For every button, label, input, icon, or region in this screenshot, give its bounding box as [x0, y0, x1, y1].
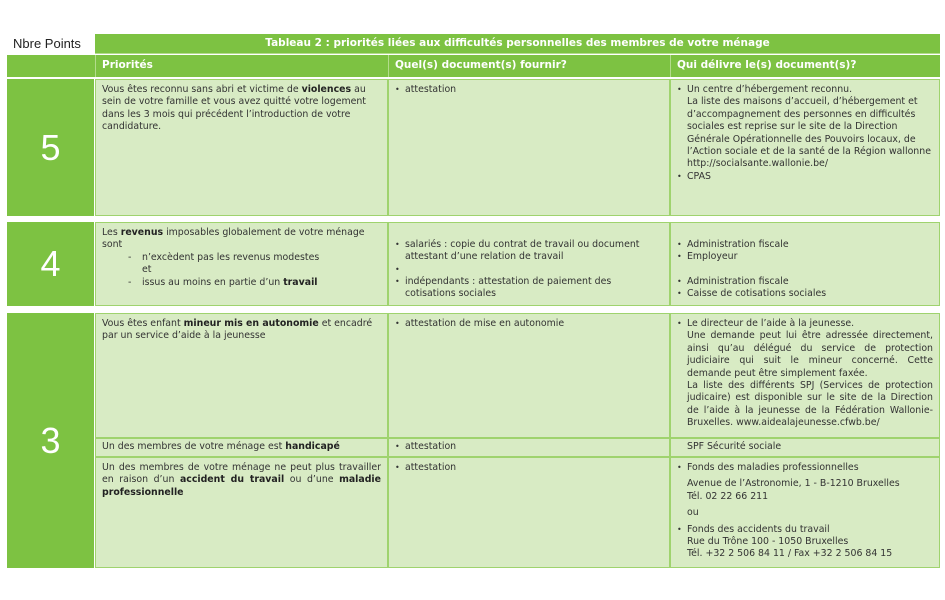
issuers-cell [670, 79, 940, 216]
priority-cell: Vous êtes reconnu sans abri et victime de violences au sein de votre famille et vous avez quitté votre logement dans les 3 mois qui précédent l’introduction de votre candidature. [95, 79, 388, 216]
issuers-cell [670, 457, 940, 568]
issuer-item: • Un centre d’hébergement reconnu. La liste des maisons d’accueil, d’hébergement et d’accompagnement des personnes en difficultés sociales est reprise sur le site de la Direction Générale Opérationnelle des Pouvoirs locaux, de l’Action sociale et de la santé de la Région wallonne http://socialsante.wallonie.be/ [677, 84, 933, 171]
documents-cell [388, 438, 670, 457]
documents-cell [388, 313, 670, 438]
documents-cell [388, 222, 670, 306]
issuers-cell [670, 313, 940, 438]
document-item: • attestation [395, 84, 663, 96]
priority-cell: Un des membres de votre ménage est handicapé [95, 438, 388, 457]
issuer-item: • Caisse de cotisations sociales [677, 288, 933, 300]
issuer-item: • Fonds des maladies professionnelles Avenue de l’Astronomie, 1 - B-1210 Bruxelles Tél. 02 22 66 211 ou [677, 462, 933, 520]
documents-cell [388, 79, 670, 216]
document-item: • attestation [395, 462, 663, 474]
issuer-item: • Administration fiscale [677, 239, 933, 251]
column-header-priorities: Priorités [95, 55, 388, 77]
column-header-documents: Quel(s) document(s) fournir? [388, 55, 670, 77]
points-badge-4: 4 [7, 222, 94, 306]
priority-cell: Un des membres de votre ménage ne peut plus travailler en raison d’un accident du travail ou d’une maladie professionnelle [95, 457, 388, 568]
points-column-label: Nbre Points [13, 36, 81, 51]
issuer-item: • Le directeur de l’aide à la jeunesse. Une demande peut lui être adressée directement, ainsi qu’au délégué du service de protection judiciaire qui suit le mineur concerné. Cette demande peut être simplement faxée. La liste des différents SPJ (Services de protection judicaire) est disponible sur le site de la Direction de l’aide à la jeunesse de la Fédération Wallonie-Bruxelles. www.aidealajeunesse.cfwb.be/ [677, 318, 933, 430]
priority-cell: Les revenus imposables globalement de votre ménage sont - n’excèdent pas les revenus modestes et - issus au moins en partie d’un travail [95, 222, 388, 306]
documents-cell [388, 457, 670, 568]
document-item: • salariés : copie du contrat de travail ou document attestant d’une relation de travail [395, 239, 663, 264]
issuers-cell [670, 438, 940, 457]
document-item: • attestation de mise en autonomie [395, 318, 663, 330]
issuer-url: http://socialsante.wallonie.be/ [687, 158, 828, 170]
column-header-issuers: Qui délivre le(s) document(s)? [670, 55, 940, 77]
header-blank-cell [7, 55, 95, 77]
issuer-item: • Employeur [677, 251, 933, 263]
points-badge-3: 3 [7, 313, 94, 568]
issuer-item: SPF Sécurité sociale [687, 441, 782, 452]
points-badge-5: 5 [7, 79, 94, 216]
issuer-item: • CPAS [677, 171, 933, 183]
document-item: • indépendants : attestation de paiement des cotisations sociales [395, 276, 663, 301]
priority-cell: Vous êtes enfant mineur mis en autonomie et encadré par un service d’aide à la jeunesse [95, 313, 388, 438]
issuer-item: • Fonds des accidents du travail Rue du Trône 100 - 1050 Bruxelles Tél. +32 2 506 84 11 / Fax +32 2 506 84 15 [677, 524, 933, 561]
issuer-item: • Administration fiscale [677, 276, 933, 288]
spacer [395, 264, 663, 276]
issuers-cell [670, 222, 940, 306]
document-item: • attestation [395, 441, 663, 453]
table-title: Tableau 2 : priorités liées aux difficultés personnelles des membres de votre ménage [95, 34, 940, 54]
